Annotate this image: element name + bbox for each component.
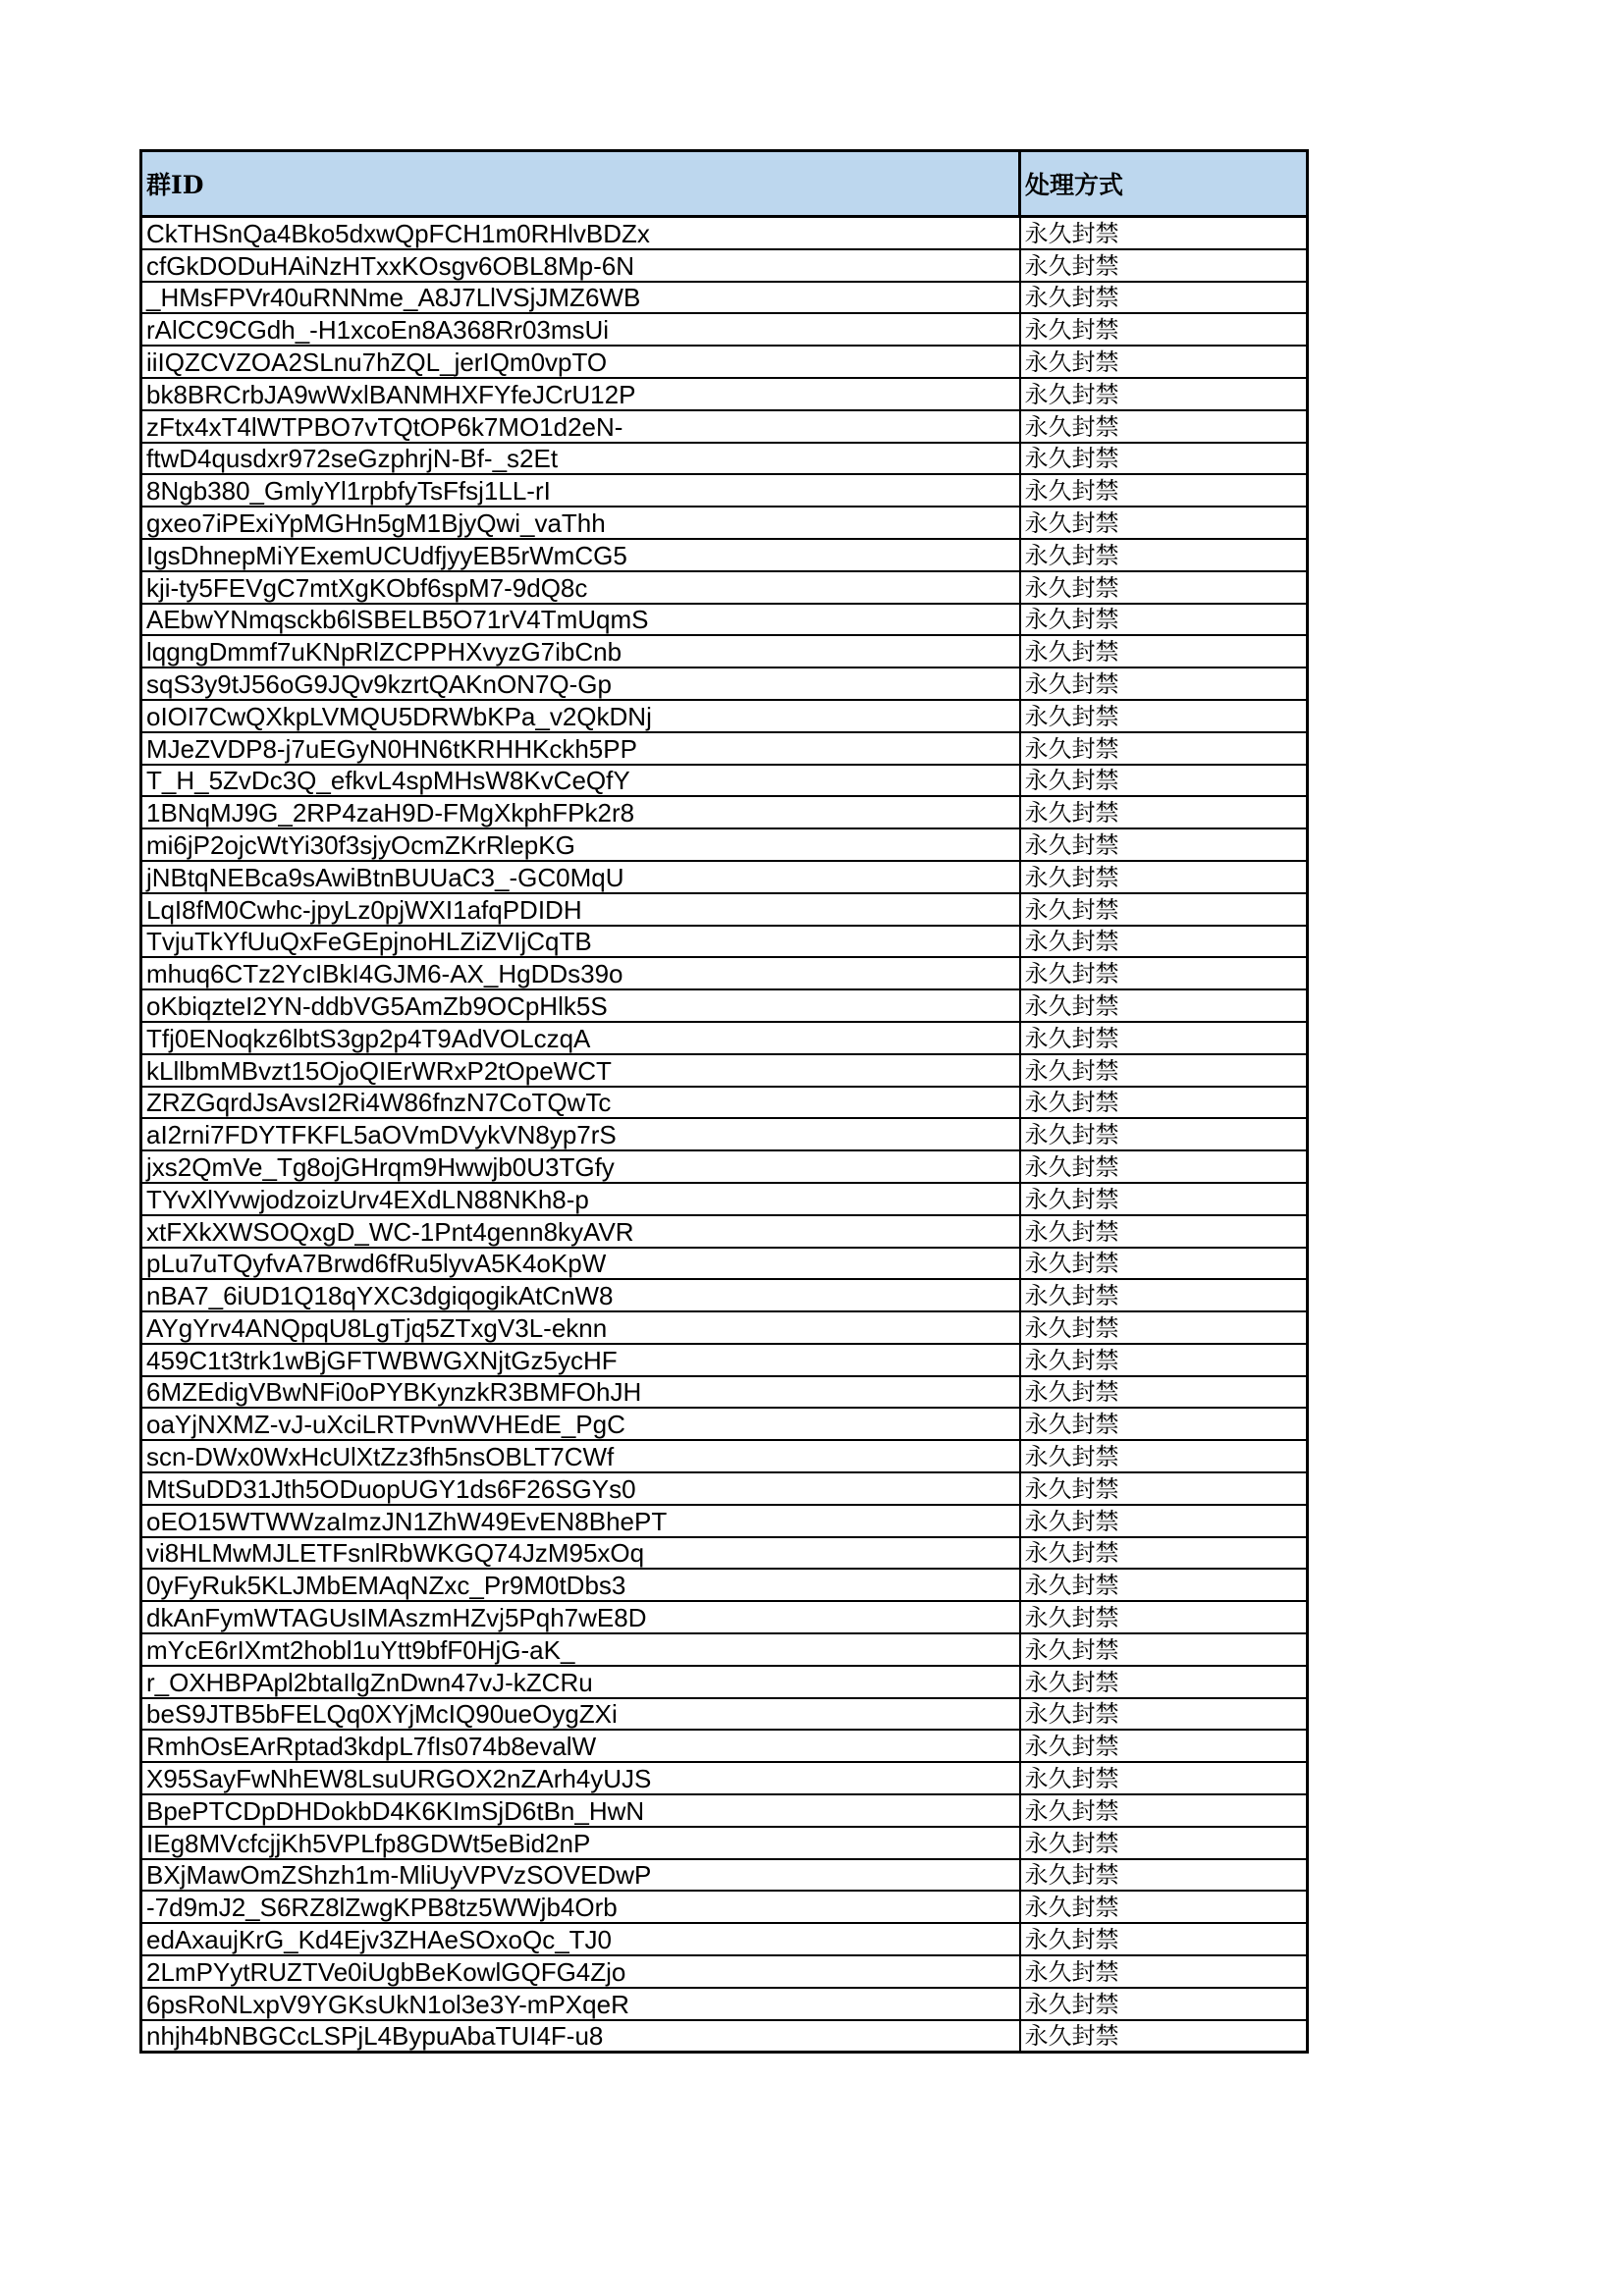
table-row [141,1118,1308,1150]
action-cell: 永久封禁 [1020,1279,1308,1311]
group-id-cell: oEO15WTWWzaImzJN1ZhW49EvEN8BhePT [141,1505,1020,1537]
table-row [141,346,1308,378]
table-row [141,1794,1308,1827]
table-row [141,507,1308,539]
action-cell: 永久封禁 [1020,861,1308,893]
table-row [141,282,1308,314]
action-cell: 永久封禁 [1020,700,1308,732]
table-row [141,1666,1308,1698]
action-cell: 永久封禁 [1020,1955,1308,1988]
table-row [141,604,1308,636]
group-id-cell: jNBtqNEBca9sAwiBtnBUUaC3_-GC0MqU [141,861,1020,893]
group-id-cell: _HMsFPVr40uRNNme_A8J7LlVSjJMZ6WB [141,282,1020,314]
table-row [141,1569,1308,1601]
group-id-table [139,149,1309,2054]
group-id-cell: AYgYrv4ANQpqU8LgTjq5ZTxgV3L-eknn [141,1311,1020,1344]
action-cell: 永久封禁 [1020,1988,1308,2020]
table-row [141,1633,1308,1666]
group-id-cell: aI2rni7FDYTFKFL5aOVmDVykVN8yp7rS [141,1118,1020,1150]
table-row [141,571,1308,604]
action-cell: 永久封禁 [1020,635,1308,667]
group-id-cell: zFtx4xT4lWTPBO7vTQtOP6k7MO1d2eN- [141,410,1020,443]
action-cell: 永久封禁 [1020,604,1308,636]
group-id-cell: mi6jP2ojcWtYi30f3sjyOcmZKrRlepKG [141,828,1020,861]
action-cell: 永久封禁 [1020,410,1308,443]
table-row [141,1730,1308,1762]
group-id-cell: scn-DWx0WxHcUlXtZz3fh5nsOBLT7CWf [141,1440,1020,1472]
group-id-cell: cfGkDODuHAiNzHTxxKOsgv6OBL8Mp-6N [141,249,1020,282]
table-body [141,217,1308,2053]
group-id-cell: 459C1t3trk1wBjGFTWBWGXNjtGz5ycHF [141,1344,1020,1376]
group-id-cell: kLllbmMBvzt15OjoQIErWRxP2tOpeWCT [141,1054,1020,1087]
action-cell: 永久封禁 [1020,1794,1308,1827]
table-row [141,217,1308,249]
table-row [141,861,1308,893]
group-id-cell: 8Ngb380_GmlyYl1rpbfyTsFfsj1LL-rI [141,474,1020,507]
group-id-cell: ftwD4qusdxr972seGzphrjN-Bf-_s2Et [141,443,1020,475]
action-cell: 永久封禁 [1020,1087,1308,1119]
group-id-cell: -7d9mJ2_S6RZ8lZwgKPB8tz5WWjb4Orb [141,1891,1020,1923]
group-id-cell: r_OXHBPApl2btaIlgZnDwn47vJ-kZCRu [141,1666,1020,1698]
action-cell: 永久封禁 [1020,1730,1308,1762]
table-row [141,249,1308,282]
group-id-cell: xtFXkXWSOQxgD_WC-1Pnt4genn8kyAVR [141,1215,1020,1248]
group-id-cell: nBA7_6iUD1Q18qYXC3dgiqogikAtCnW8 [141,1279,1020,1311]
group-id-cell: BpePTCDpDHDokbD4K6KImSjD6tBn_HwN [141,1794,1020,1827]
group-id-cell: AEbwYNmqsckb6lSBELB5O71rV4TmUqmS [141,604,1020,636]
table-row [141,1537,1308,1570]
group-id-cell: 1BNqMJ9G_2RP4zaH9D-FMgXkphFPk2r8 [141,796,1020,828]
group-id-cell: bk8BRCrbJA9wWxlBANMHXFYfeJCrU12P [141,378,1020,410]
table-row [141,828,1308,861]
table-row [141,1698,1308,1731]
table-row [141,796,1308,828]
group-id-cell: X95SayFwNhEW8LsuURGOX2nZArh4yUJS [141,1762,1020,1794]
action-cell: 永久封禁 [1020,1923,1308,1955]
action-cell: 永久封禁 [1020,732,1308,765]
table-row [141,989,1308,1022]
table-row [141,474,1308,507]
group-id-cell: Tfj0ENoqkz6lbtS3gp2p4T9AdVOLczqA [141,1022,1020,1054]
action-cell: 永久封禁 [1020,1762,1308,1794]
group-id-cell: 0yFyRuk5KLJMbEMAqNZxc_Pr9M0tDbs3 [141,1569,1020,1601]
table-row [141,957,1308,989]
table-row [141,1472,1308,1505]
table-header [141,151,1308,217]
action-cell: 永久封禁 [1020,443,1308,475]
group-id-cell: iiIQZCVZOA2SLnu7hZQL_jerIQm0vpTO [141,346,1020,378]
table-row [141,1988,1308,2020]
table-row [141,1022,1308,1054]
action-cell: 永久封禁 [1020,346,1308,378]
group-id-cell: MJeZVDP8-j7uEGyN0HN6tKRHHKckh5PP [141,732,1020,765]
table-row [141,893,1308,926]
table-row [141,1408,1308,1440]
table-row [141,1311,1308,1344]
group-id-cell: pLu7uTQyfvA7Brwd6fRu5lyvA5K4oKpW [141,1248,1020,1280]
group-id-cell: nhjh4bNBGCcLSPjL4BypuAbaTUI4F-u8 [141,2020,1020,2053]
table-row [141,700,1308,732]
table-row [141,1827,1308,1859]
table-row [141,1505,1308,1537]
table-row [141,443,1308,475]
group-id-cell: vi8HLMwMJLETFsnlRbWKGQ74JzM95xOq [141,1537,1020,1570]
action-cell: 永久封禁 [1020,1569,1308,1601]
table-row [141,313,1308,346]
action-cell: 永久封禁 [1020,378,1308,410]
table-row [141,765,1308,797]
group-id-cell: 2LmPYytRUZTVe0iUgbBeKowlGQFG4Zjo [141,1955,1020,1988]
table-row [141,1054,1308,1087]
table-row [141,926,1308,958]
table-row [141,1150,1308,1183]
group-id-cell: jxs2QmVe_Tg8ojGHrqm9Hwwjb0U3TGfy [141,1150,1020,1183]
group-id-cell: dkAnFymWTAGUsIMAszmHZvj5Pqh7wE8D [141,1601,1020,1633]
table-row [141,635,1308,667]
action-cell: 永久封禁 [1020,1859,1308,1892]
action-cell: 永久封禁 [1020,1827,1308,1859]
table-row [141,1248,1308,1280]
group-id-cell: mYcE6rIXmt2hobl1uYtt9bfF0HjG-aK_ [141,1633,1020,1666]
action-cell: 永久封禁 [1020,1472,1308,1505]
action-cell: 永久封禁 [1020,1344,1308,1376]
action-cell: 永久封禁 [1020,249,1308,282]
action-cell: 永久封禁 [1020,1633,1308,1666]
group-id-cell: lqgngDmmf7uKNpRlZCPPHXvyzG7ibCnb [141,635,1020,667]
table-row [141,1762,1308,1794]
action-cell: 永久封禁 [1020,1022,1308,1054]
table-row [141,1279,1308,1311]
column-header-action: 处理方式 [1020,151,1308,217]
action-cell: 永久封禁 [1020,926,1308,958]
table-row [141,1087,1308,1119]
action-cell: 永久封禁 [1020,1376,1308,1409]
group-id-cell: T_H_5ZvDc3Q_efkvL4spMHsW8KvCeQfY [141,765,1020,797]
group-id-cell: BXjMawOmZShzh1m-MliUyVPVzSOVEDwP [141,1859,1020,1892]
table-row [141,1376,1308,1409]
action-cell: 永久封禁 [1020,2020,1308,2053]
table-row [141,1440,1308,1472]
group-id-cell: edAxaujKrG_Kd4Ejv3ZHAeSOxoQc_TJ0 [141,1923,1020,1955]
action-cell: 永久封禁 [1020,1537,1308,1570]
group-id-cell: 6MZEdigVBwNFi0oPYBKynzkR3BMFOhJH [141,1376,1020,1409]
group-id-cell: gxeo7iPExiYpMGHn5gM1BjyQwi_vaThh [141,507,1020,539]
table-row [141,1215,1308,1248]
action-cell: 永久封禁 [1020,796,1308,828]
group-id-cell: CkTHSnQa4Bko5dxwQpFCH1m0RHlvBDZx [141,217,1020,249]
header-row [141,151,1308,217]
group-id-cell: mhuq6CTz2YcIBkI4GJM6-AX_HgDDs39o [141,957,1020,989]
action-cell: 永久封禁 [1020,282,1308,314]
table-row [141,1859,1308,1892]
group-id-cell: oIOI7CwQXkpLVMQU5DRWbKPa_v2QkDNj [141,700,1020,732]
action-cell: 永久封禁 [1020,1601,1308,1633]
action-cell: 永久封禁 [1020,765,1308,797]
group-id-cell: oKbiqzteI2YN-ddbVG5AmZb9OCpHlk5S [141,989,1020,1022]
group-id-cell: IEg8MVcfcjjKh5VPLfp8GDWt5eBid2nP [141,1827,1020,1859]
group-id-cell: rAlCC9CGdh_-H1xcoEn8A368Rr03msUi [141,313,1020,346]
table-row [141,1955,1308,1988]
group-id-cell: IgsDhnepMiYExemUCUdfjyyEB5rWmCG5 [141,539,1020,571]
table-row [141,1344,1308,1376]
group-id-cell: ZRZGqrdJsAvsI2Ri4W86fnzN7CoTQwTc [141,1087,1020,1119]
action-cell: 永久封禁 [1020,507,1308,539]
column-header-group-id: 群ID [141,151,1020,217]
action-cell: 永久封禁 [1020,1698,1308,1731]
table-row [141,732,1308,765]
action-cell: 永久封禁 [1020,1891,1308,1923]
table-row [141,2020,1308,2053]
table-row [141,1601,1308,1633]
action-cell: 永久封禁 [1020,1505,1308,1537]
action-cell: 永久封禁 [1020,957,1308,989]
action-cell: 永久封禁 [1020,989,1308,1022]
action-cell: 永久封禁 [1020,1248,1308,1280]
action-cell: 永久封禁 [1020,539,1308,571]
group-id-cell: TYvXlYvwjodzoizUrv4EXdLN88NKh8-p [141,1183,1020,1215]
action-cell: 永久封禁 [1020,474,1308,507]
table-row [141,378,1308,410]
group-id-cell: 6psRoNLxpV9YGKsUkN1ol3e3Y-mPXqeR [141,1988,1020,2020]
action-cell: 永久封禁 [1020,667,1308,700]
action-cell: 永久封禁 [1020,1311,1308,1344]
table-row [141,539,1308,571]
group-id-cell: LqI8fM0Cwhc-jpyLz0pjWXI1afqPDIDH [141,893,1020,926]
group-id-cell: sqS3y9tJ56oG9JQv9kzrtQAKnON7Q-Gp [141,667,1020,700]
action-cell: 永久封禁 [1020,313,1308,346]
table-row [141,410,1308,443]
group-id-cell: beS9JTB5bFELQq0XYjMcIQ90ueOygZXi [141,1698,1020,1731]
action-cell: 永久封禁 [1020,828,1308,861]
action-cell: 永久封禁 [1020,1054,1308,1087]
action-cell: 永久封禁 [1020,1150,1308,1183]
table-row [141,1923,1308,1955]
group-id-cell: MtSuDD31Jth5ODuopUGY1ds6F26SGYs0 [141,1472,1020,1505]
action-cell: 永久封禁 [1020,1666,1308,1698]
table-row [141,1183,1308,1215]
action-cell: 永久封禁 [1020,217,1308,249]
group-id-cell: oaYjNXMZ-vJ-uXciLRTPvnWVHEdE_PgC [141,1408,1020,1440]
table-row [141,667,1308,700]
action-cell: 永久封禁 [1020,1440,1308,1472]
action-cell: 永久封禁 [1020,571,1308,604]
action-cell: 永久封禁 [1020,1118,1308,1150]
table-row [141,1891,1308,1923]
group-id-cell: TvjuTkYfUuQxFeGEpjnoHLZiZVIjCqTB [141,926,1020,958]
group-id-cell: kji-ty5FEVgC7mtXgKObf6spM7-9dQ8c [141,571,1020,604]
action-cell: 永久封禁 [1020,893,1308,926]
action-cell: 永久封禁 [1020,1215,1308,1248]
group-id-cell: RmhOsEArRptad3kdpL7fIs074b8evalW [141,1730,1020,1762]
action-cell: 永久封禁 [1020,1408,1308,1440]
action-cell: 永久封禁 [1020,1183,1308,1215]
